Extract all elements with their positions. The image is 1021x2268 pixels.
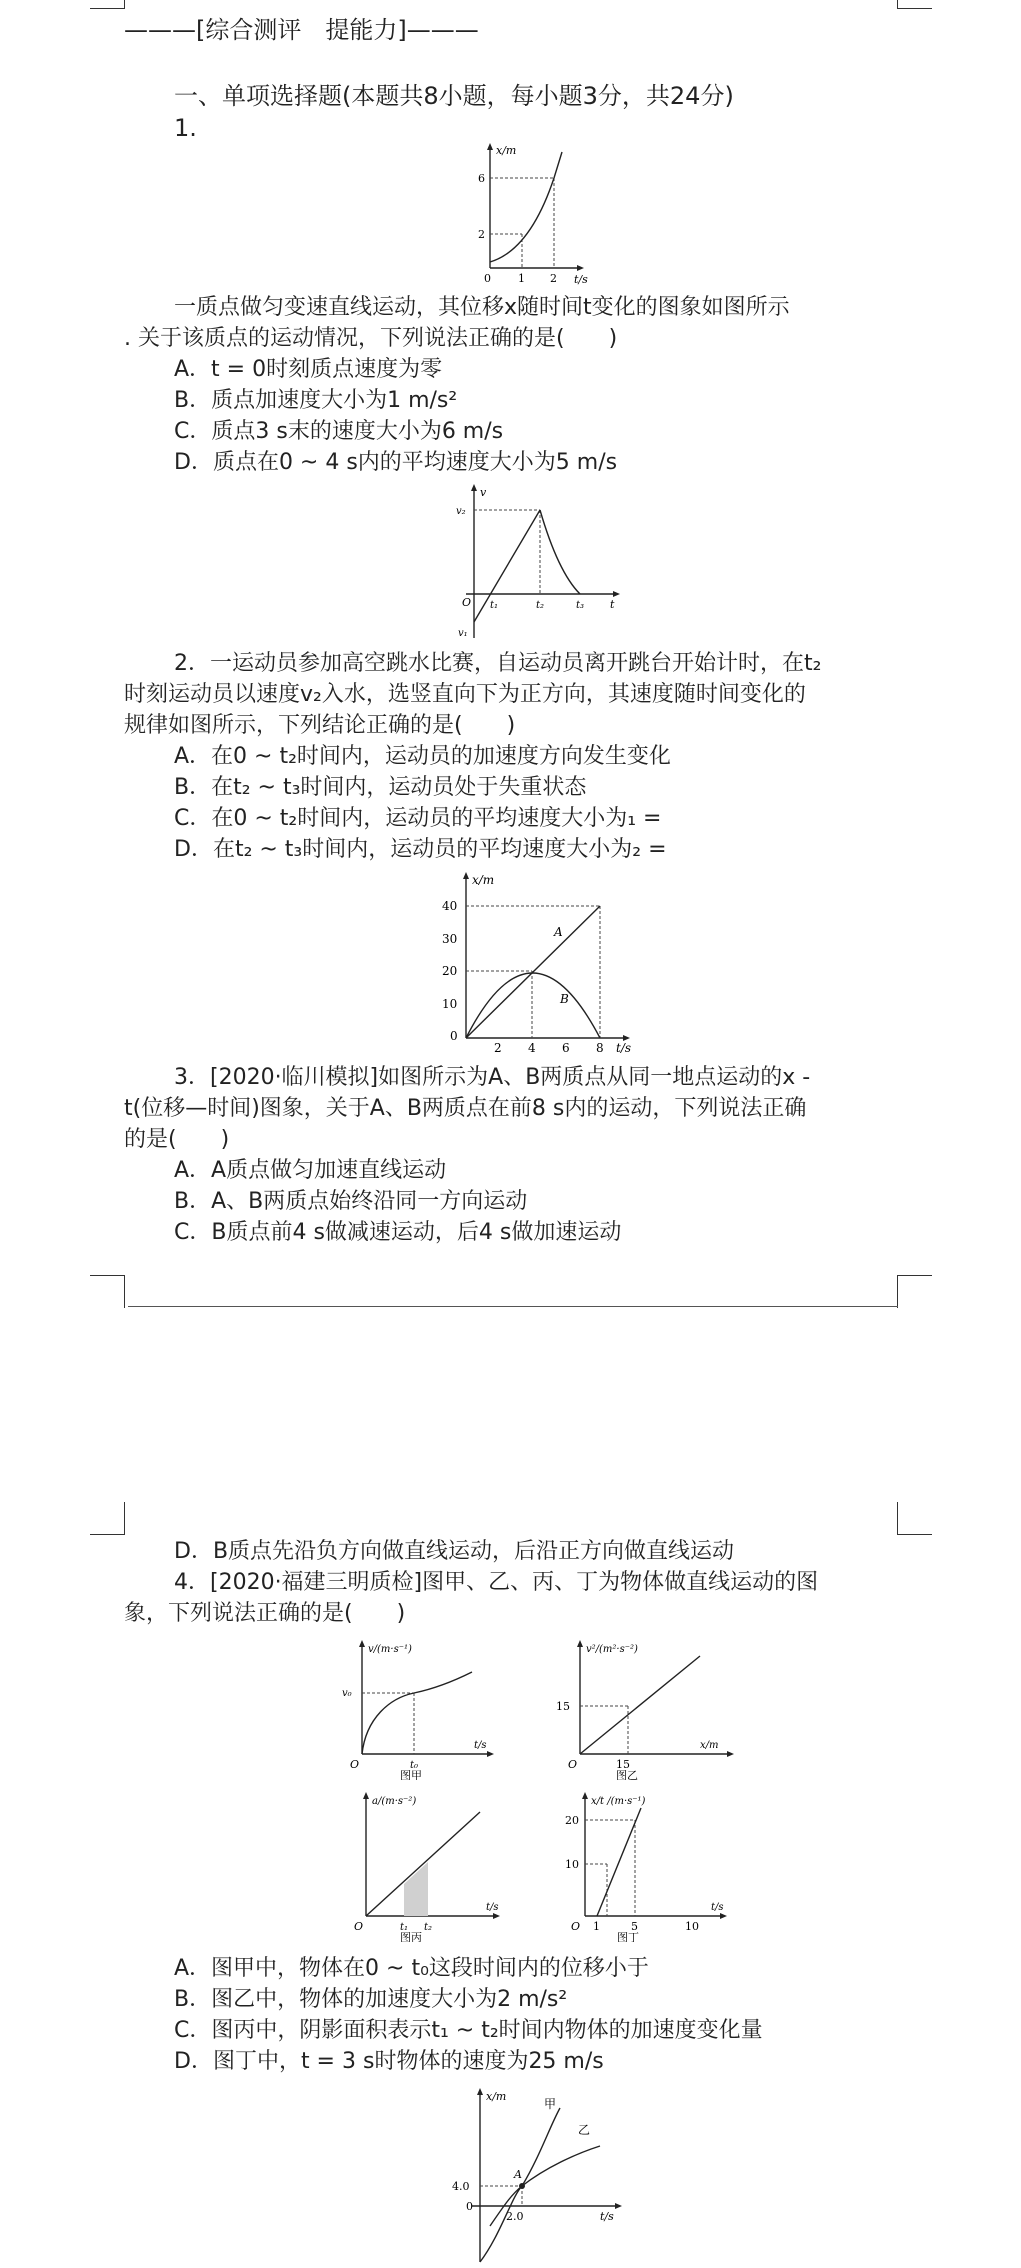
yi-x-label: x/m [700, 1740, 719, 1751]
ding-label-20: 20 [565, 1814, 579, 1827]
q2-stem-line1: 2．一运动员参加高空跳水比赛，自运动员离开跳台开始计时，在t₂ [174, 651, 822, 676]
crop-mark [897, 1275, 932, 1308]
q3-x-tick: 8 [596, 1041, 604, 1053]
q3-option-a: A．A质点做匀加速直线运动 [174, 1158, 447, 1183]
jia-label-v0: v₀ [342, 1688, 352, 1699]
q1-stem-line1: 一质点做匀变速直线运动，其位移x随时间t变化的图象如图所示 [174, 295, 790, 320]
q3-y-tick: 10 [442, 997, 458, 1011]
q2-option-d: D．在t₂ ~ t₃时间内，运动员的平均速度大小为₂ = [174, 837, 667, 862]
jia-label-t0: t₀ [410, 1760, 419, 1771]
q3-y-tick: 30 [442, 932, 458, 946]
section-title: ———[综合测评 提能力]——— [124, 16, 479, 44]
q1-x-tick: 2 [550, 272, 557, 285]
q2-label-t3: t₃ [576, 600, 585, 611]
bing-label-t1: t₁ [400, 1922, 409, 1933]
ding-caption: 图丁 [617, 1931, 639, 1942]
page-separator [128, 1306, 898, 1307]
q4-option-b: B．图乙中，物体的加速度大小为2 m/s² [174, 1987, 568, 2012]
ding-label-origin: O [571, 1920, 581, 1933]
q5-label-0: 0 [466, 2200, 473, 2213]
q4-stem-line2: 象，下列说法正确的是( ) [124, 1601, 406, 1626]
yi-caption: 图乙 [616, 1769, 638, 1780]
q2-option-b: B．在t₂ ~ t₃时间内，运动员处于失重状态 [174, 775, 587, 800]
jia-label-origin: O [350, 1758, 360, 1771]
q3-graph [430, 868, 650, 1053]
q2-label-t1: t₁ [490, 600, 499, 611]
bing-x-label: t/s [486, 1902, 499, 1913]
crop-mark [90, 1275, 125, 1308]
q3-y-tick: 0 [450, 1029, 458, 1043]
q4-graph-bing [340, 1790, 510, 1942]
q3-option-c: C．B质点前4 s做减速运动，后4 s做加速运动 [174, 1220, 622, 1245]
q4-option-d: D．图丁中，t = 3 s时物体的速度为25 m/s [174, 2049, 604, 2074]
q1-graph [470, 140, 590, 286]
yi-y-label: v²/(m²·s⁻²) [586, 1644, 638, 1655]
q3-option-d: D．B质点先沿负方向做直线运动，后沿正方向做直线运动 [174, 1539, 735, 1564]
q4-option-a: A．图甲中，物体在0 ~ t₀这段时间内的位移小于 [174, 1956, 649, 1981]
q1-stem-line2: . 关于该质点的运动情况，下列说法正确的是( ) [124, 326, 618, 351]
q3-y-label: x/m [472, 873, 495, 887]
q3-option-b: B．A、B两质点始终沿同一方向运动 [174, 1189, 528, 1214]
q2-option-a: A．在0 ~ t₂时间内，运动员的加速度方向发生变化 [174, 744, 671, 769]
crop-mark [897, 0, 932, 9]
q4-graph-yi [550, 1638, 740, 1780]
q4-graph-jia [340, 1638, 500, 1780]
q1-x-tick: 0 [484, 272, 491, 285]
bing-y-label: a/(m·s⁻²) [372, 1796, 417, 1807]
q2-x-label: t [610, 598, 615, 611]
q3-stem-line3: 的是( ) [124, 1127, 230, 1152]
q3-x-tick: 6 [562, 1041, 570, 1053]
q2-y-label: v [480, 486, 487, 499]
q2-label-origin: O [462, 596, 472, 609]
q5-label-a: A [514, 2168, 522, 2181]
q3-y-tick: 20 [442, 964, 458, 978]
jia-caption: 图甲 [400, 1769, 422, 1780]
q2-label-v1: v₁ [458, 628, 468, 639]
q1-option-c: C．质点3 s末的速度大小为6 m/s [174, 419, 504, 444]
q3-x-tick: 2 [494, 1041, 502, 1053]
crop-mark [897, 1502, 932, 1535]
q3-x-label: t/s [616, 1041, 632, 1053]
ding-y-label: x/t /(m·s⁻¹) [591, 1796, 646, 1807]
q5-graph [450, 2086, 630, 2266]
q4-graph-ding [555, 1790, 735, 1942]
ding-label-1: 1 [593, 1920, 600, 1933]
q1-number: 1. [174, 114, 197, 142]
q1-y-label: x/m [496, 144, 517, 157]
q2-option-c: C．在0 ~ t₂时间内，运动员的平均速度大小为₁ = [174, 806, 662, 831]
q1-option-d: D．质点在0 ~ 4 s内的平均速度大小为5 m/s [174, 450, 618, 475]
q2-label-v2: v₂ [456, 506, 466, 517]
crop-mark [90, 0, 125, 9]
q5-x-label: t/s [600, 2210, 614, 2223]
jia-y-label: v/(m·s⁻¹) [368, 1644, 412, 1655]
q4-stem-line1: 4．[2020·福建三明质检]图甲、乙、丙、丁为物体做直线运动的图 [174, 1570, 819, 1595]
q4-option-c: C．图丙中，阴影面积表示t₁ ~ t₂时间内物体的加速度变化量 [174, 2018, 763, 2043]
q2-stem-line3: 规律如图所示，下列结论正确的是( ) [124, 713, 516, 738]
q3-curve-label-b: B [560, 992, 569, 1006]
part-heading: 一、单项选择题(本题共8小题，每小题3分，共24分) [174, 82, 734, 110]
crop-mark [90, 1502, 125, 1535]
q1-option-a: A．t = 0时刻质点速度为零 [174, 357, 443, 382]
q5-label-yi: 乙 [578, 2123, 591, 2137]
bing-caption: 图丙 [400, 1931, 422, 1942]
q1-x-tick: 1 [518, 272, 525, 285]
jia-x-label: t/s [474, 1740, 487, 1751]
q3-stem-line1: 3．[2020·临川模拟]如图所示为A、B两质点从同一地点运动的x - [174, 1065, 811, 1090]
q2-label-t2: t₂ [536, 600, 545, 611]
yi-label-y15: 15 [556, 1700, 570, 1713]
q5-label-jia: 甲 [544, 2097, 557, 2111]
q5-label-2: 2.0 [506, 2210, 524, 2223]
ding-label-10: 10 [565, 1858, 579, 1871]
q1-option-b: B．质点加速度大小为1 m/s² [174, 388, 458, 413]
ding-x-label: t/s [711, 1902, 724, 1913]
q3-x-tick: 4 [528, 1041, 536, 1053]
q5-y-label: x/m [486, 2090, 507, 2103]
ding-label-10x: 10 [685, 1920, 699, 1933]
q3-y-tick: 40 [442, 899, 458, 913]
yi-label-x15: 15 [616, 1758, 630, 1771]
q2-graph [450, 482, 630, 642]
q1-y-tick: 6 [478, 172, 485, 185]
q2-stem-line2: 时刻运动员以速度v₂入水，选竖直向下为正方向，其速度随时间变化的 [124, 682, 806, 707]
q1-y-tick: 2 [478, 228, 485, 241]
q3-stem-line2: t(位移—时间)图象，关于A、B两质点在前8 s内的运动，下列说法正确 [124, 1096, 807, 1121]
yi-label-origin: O [568, 1758, 578, 1771]
bing-label-t2: t₂ [424, 1922, 433, 1933]
q5-label-4: 4.0 [452, 2180, 470, 2193]
bing-label-origin: O [354, 1920, 364, 1933]
ding-label-5: 5 [631, 1920, 638, 1933]
q1-x-label: t/s [574, 273, 588, 286]
q3-curve-label-a: A [554, 925, 563, 939]
